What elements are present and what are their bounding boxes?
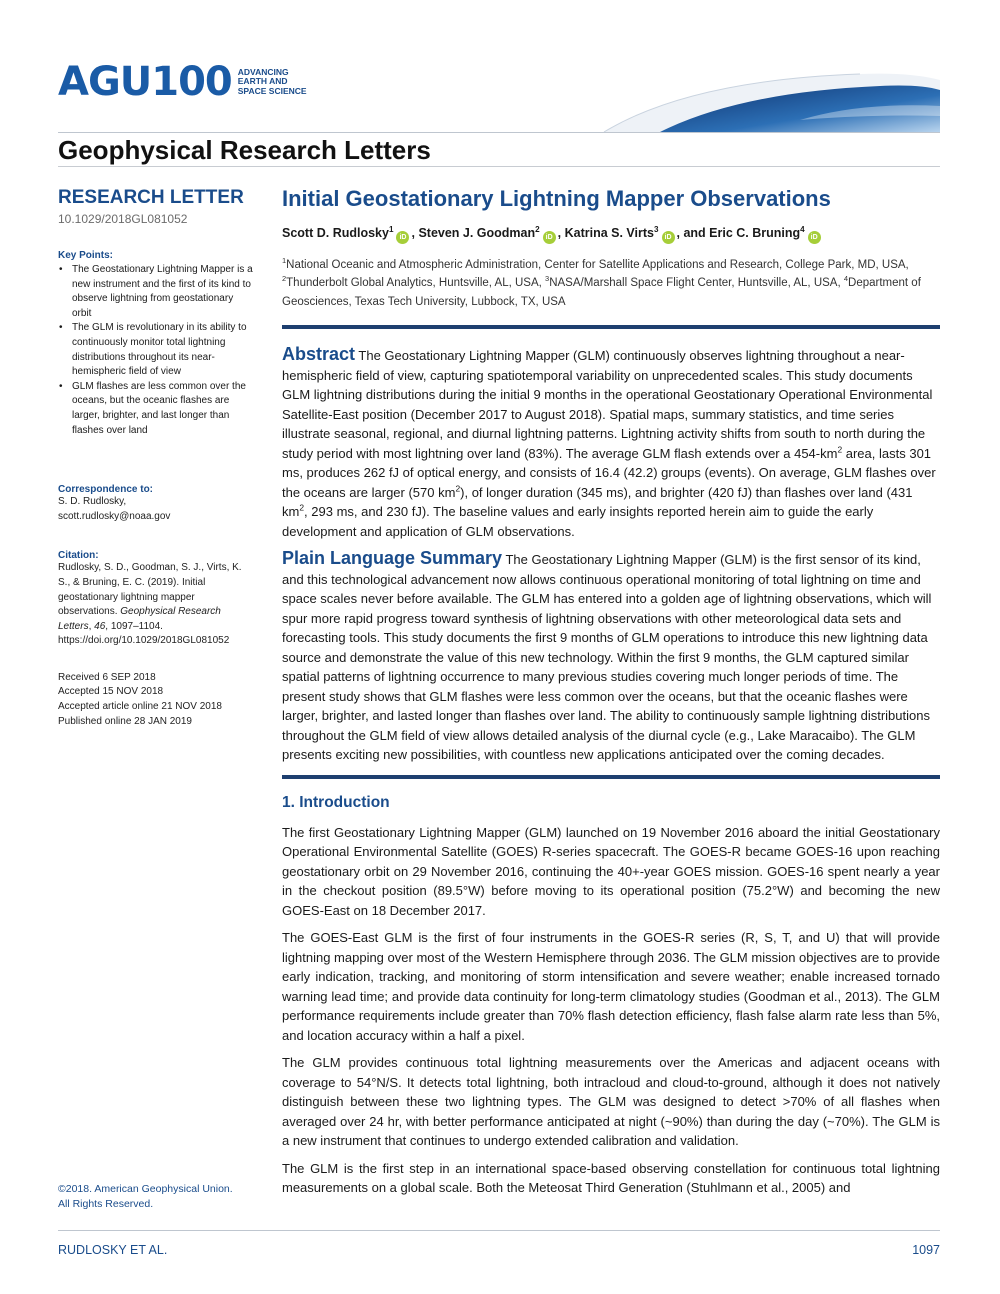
abstract-text: area, lasts 301 ms, produces 262 fJ of optical energy, and consists of 16.4 (42.2) groups (events). On average, GLM flashes over the oceans are larger (570 km [282, 445, 936, 500]
header-rule [58, 132, 940, 133]
author-name: Eric C. Bruning [709, 226, 801, 240]
article-title: Initial Geostationary Lightning Mapper Observations [282, 186, 831, 211]
pls-heading: Plain Language Summary [282, 548, 503, 569]
running-author: RUDLOSKY ET AL. [58, 1243, 168, 1257]
intro-paragraph: The GOES-East GLM is the first of four instruments in the GOES-R series (R, S, T, and U) that will provide lightning mapping over most of the Western Hemisphere through 2036. The GLM mission objectives are to provide early indication, tracking, and monitoring of storm intensification and severe weather; enable increased tornado warning lead time; and provide data continuity for long-term climatology studies (Goodman et al., 2013). The GLM performance requirements include greater than 70% flash detection efficiency, flash false alarm rate less than 5%, and location accuracy within a half a pixel. [282, 930, 940, 1043]
intro-paragraph: The GLM provides continuous total lightning measurements over the Americas and adjacent oceans with coverage to 54°N/S. It detects total lightning, both intracloud and cloud-to-ground, although it does not natively distinguish between these two lightning types. The GLM was designed to detect >70% of all flashes when averaged over 24 hr, with better performance anticipated at night (~90%) than during the day (~70%). The GLM is a new instrument that continues to undergo extended calibration and validation. [282, 1055, 940, 1149]
citation-journal: Geophysical Research Letters [58, 606, 221, 632]
logo-tagline-line: ADVANCING [237, 66, 289, 77]
correspondence-email[interactable]: scott.rudlosky@noaa.gov [58, 510, 171, 522]
date-accepted: Accepted 15 NOV 2018 [58, 686, 164, 698]
abstract-rule-top [282, 325, 940, 329]
affil-sup: 4 [843, 274, 849, 284]
author-name: Katrina S. Virts [564, 226, 654, 240]
doi: 10.1029/2018GL081052 [58, 212, 188, 226]
pls-text: The Geostationary Lightning Mapper (GLM) is the first sensor of its kind, and this technological advancement now allows continuous operational monitoring of total lightning on time and space scales never before available. The GLM has entered into a golden age of lightning observations, which will spur more rapid progress toward synthesis of lightning observations with other meteorological data sets and forecasting tools. This study documents the first 9 months of GLM operations to introduce this new lightning data source and demonstrate the value of this new technology. Within the first 9 months, the GLM captured similar spatial patterns of lightning occurrence to many previous studies covering much longer periods of time. The present study shows that GLM flashes were less common over the oceans, but that the oceanic flashes were larger, brighter, and lasted longer than flashes over land. The ability to continuously sample lightning distributions throughout the GLM field of view allows detailed analysis of the diurnal cycle (e.g., Lake Maracaibo). The GLM presents exciting new possibilities, with countless new applications anticipated over the coming decades. [282, 552, 932, 763]
intro-paragraph: The first Geostationary Lightning Mapper (GLM) launched on 19 November 2016 aboard the initial Geostationary Operational Environmental Satellite (GOES) R-series spacecraft. The GOES-R became GOES-16 upon reaching geostationary orbit on 29 November 2016, continuing the 40+-year GOES mission. GOES-16 spent nearly a year in the checkout position (89.5°W) before moving to its operational position (75.2°W) and becoming the new GOES-East on 18 December 2017. [282, 824, 940, 918]
citation-volume: 46 [94, 620, 106, 632]
abstract-text: The Geostationary Lightning Mapper (GLM) continuously observes lightning throughout a near-hemispheric field of view, capturing spatiotemporal variability on unprecedented scales. This study documents GLM lightning distributions during the initial 9 months in the operational Geostationary Operational Environmental Satellite-East position (December 2017 to August 2018). Spatial maps, summary statistics, and time series illustrate seasonal, regional, and diurnal lightning patterns. Lightning activity shifts from south to north during the study period with most lightning over land (83%). The average GLM flash extends over a 454-km [282, 348, 933, 461]
key-point: • GLM flashes are less common over the oceans, but the oceanic flashes are larger, brighter, and last longer than flashes over land [58, 380, 254, 438]
copyright-line: All Rights Reserved. [58, 1197, 154, 1210]
affiliation: Department of Geosciences, Texas Tech University, Lubbock, TX, USA [282, 277, 921, 308]
logo-tagline [238, 68, 307, 97]
date-received: Received 6 SEP 2018 [58, 671, 156, 683]
affiliation: National Oceanic and Atmospheric Administration, Center for Satellite Applications and Research, College Park, MD, USA, [286, 259, 909, 271]
affil-sup: 2 [282, 274, 287, 284]
superscript: 2 [837, 444, 843, 455]
abstract-heading: Abstract [282, 344, 356, 365]
key-point: • The GLM is revolutionary in its ability to continuously monitor total lightning distributions throughout its near-hemispheric field of view [58, 321, 254, 379]
author-separator: , [557, 226, 565, 240]
abstract-text: , 293 ms, and 230 fJ). The baseline values and early insights reported herein aim to guide the early development and application of GLM observations. [282, 504, 874, 539]
date-accepted-online: Accepted article online 21 NOV 2018 [58, 701, 222, 713]
sidebar [58, 186, 254, 729]
orcid-icon[interactable]: iD [662, 231, 675, 244]
abstract-text: ), of longer duration (345 ms), and brighter (420 fJ) than flashes over land (431 km [282, 484, 913, 520]
correspondence-name: S. D. Rudlosky, [58, 496, 127, 508]
journal-rule [58, 166, 940, 167]
section-heading-introduction: 1. Introduction [282, 793, 390, 811]
key-points-heading: Key Points: [58, 250, 114, 261]
author-list [282, 224, 940, 244]
superscript: 2 [299, 502, 305, 513]
author-name: Scott D. Rudlosky [282, 226, 389, 240]
author-affil-sup: 2 [535, 224, 540, 234]
author-name: Steven J. Goodman [418, 226, 536, 240]
affiliations [282, 256, 940, 311]
author-affil-sup: 3 [654, 224, 659, 234]
affil-sup: 3 [545, 274, 550, 284]
affiliation: NASA/Marshall Space Flight Center, Huntsville, AL, USA, [549, 277, 844, 290]
plain-language-summary [282, 549, 940, 765]
key-point: • The Geostationary Lightning Mapper is a new instrument and the first of its kind to observe lightning from geostationary orbit [58, 263, 254, 321]
author-separator: , and [676, 226, 710, 240]
author-affil-sup: 4 [800, 224, 805, 234]
intro-rule-top [282, 775, 940, 779]
copyright [58, 1182, 258, 1211]
citation-separator: , [88, 620, 95, 632]
citation [58, 561, 254, 649]
affiliation: Thunderbolt Global Analytics, Huntsville, AL, USA, [286, 277, 546, 290]
main-column [282, 184, 940, 1198]
orcid-icon[interactable]: iD [808, 231, 821, 244]
abstract [282, 345, 940, 541]
intro-paragraph: The GLM is the first step in an international space-based observing constellation for continuous total lightning measurements on a global scale. Both the Meteosat Third Generation (Stuhlmann et al., 2005) and [282, 1160, 940, 1196]
copyright-line: ©2018. American Geophysical Union. [58, 1183, 233, 1195]
journal-title: Geophysical Research Letters [58, 135, 431, 165]
date-published: Published online 28 JAN 2019 [58, 715, 192, 727]
orcid-icon[interactable]: iD [396, 231, 409, 244]
superscript: 2 [455, 483, 461, 494]
logo-tagline-line: EARTH AND [237, 76, 288, 87]
citation-text: Rudlosky, S. D., Goodman, S. J., Virts, K. S., & Bruning, E. C. (2019). Initial geostationary lightning mapper observations. [58, 562, 242, 618]
logo-tagline-line: SPACE SCIENCE [237, 85, 307, 96]
affil-sup: 1 [282, 256, 287, 266]
key-points-list [58, 263, 254, 438]
orcid-icon[interactable]: iD [543, 231, 556, 244]
citation-pages-doi: , 1097–1104. https://doi.org/10.1029/2018GL081052 [58, 620, 230, 647]
correspondence-heading: Correspondence to: [58, 484, 154, 496]
logo-wordmark: AGU100 [58, 59, 232, 105]
publication-dates [58, 671, 254, 729]
citation-heading: Citation: [58, 550, 99, 562]
footer-rule [58, 1230, 940, 1231]
article-type: RESEARCH LETTER [58, 187, 244, 208]
author-separator: , [411, 226, 419, 240]
page-number: 1097 [912, 1243, 940, 1257]
earth-horizon-graphic [600, 72, 940, 134]
author-affil-sup: 1 [388, 224, 394, 234]
agu100-logo [58, 59, 307, 105]
